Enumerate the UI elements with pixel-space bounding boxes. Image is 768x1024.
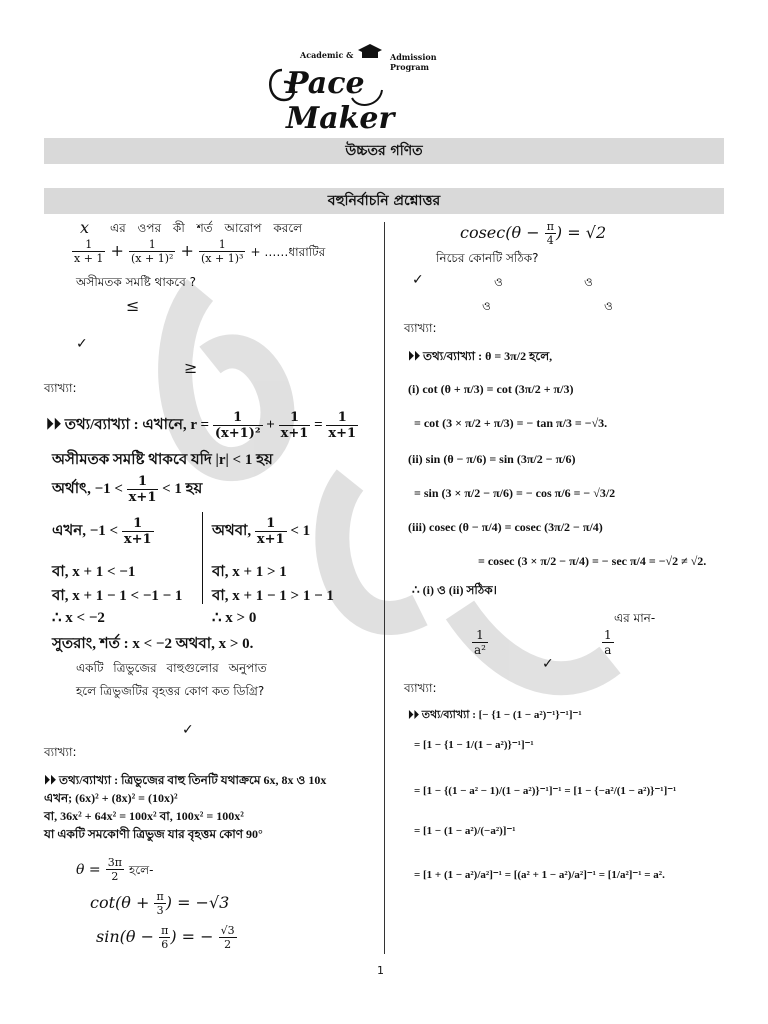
r-scan2-line2: = [1 − {1 − 1/(1 − a²)}⁻¹]⁻¹ [414,739,534,751]
q1-answer-tick: ✓ [76,336,88,352]
explanation-label: ব্যাখ্যা: [404,321,437,335]
scan1-line2: অসীমতক সমষ্টি থাকবে যদি |r| < 1 হয় [52,452,273,468]
q3-theta-eq: θ = [76,862,101,878]
series-term-2: $\frac{1}{\text{(x + 1)²}}$ [131,238,174,265]
scan1-line3b: < 1 হয় [162,480,203,497]
series-term-1: $\frac{1}{x + 1}$ [74,238,104,265]
page-number: 1 [377,964,384,977]
r-q1-which-correct: নিচের কোনটি সঠিক? [436,251,539,265]
scan1-line1: ⏵⏵ তথ্য/ব্যাখ্যা : এখানে, r = [46,416,210,433]
scan1-line7b: ∴ x > 0 [212,610,257,626]
q1-series: $\frac{1}{x + 1}$ + $\frac{1}{\text{(x + 1)²}}$ + $\frac{1}{\text{(x + 1)³}}$ + ……ধারাটির [74,238,326,265]
section-band [44,188,724,214]
r-scan1-line5: = sin (3 × π/2 − π/6) = − cos π/6 = − √3/2 [414,486,616,500]
logo-main-text: Pace Maker [286,66,395,136]
scan1-line8: সুতরাং, শর্ত : x < −2 অথবা, x > 0. [52,636,254,652]
scan1-line6b: বা, x + 1 − 1 > 1 − 1 [212,588,334,604]
r-scan2-line4: = [1 − (1 − a²)/(−a²)]⁻¹ [414,825,516,837]
r-explanation-block-2 [408,702,726,892]
scan1-line4a: এখন, −1 < [52,522,119,539]
scan1-line3: অর্থাৎ, −1 < [52,480,123,497]
r-scan1-line6: (iii) cosec (θ − π/4) = cosec (3π/2 − π/4) [408,520,603,534]
r-scan2-line5: = [1 + (1 − a²)/a²]⁻¹ = [(a² + 1 − a²)/a²]⁻¹ = [1/a²]⁻¹ = a². [414,869,665,881]
r-scan2-line3: = [1 − {(1 − a² − 1)/(1 − a²)}⁻¹]⁻¹ = [1 − {−a²/(1 − a²)}⁻¹]⁻¹ [414,785,677,797]
r-scan1-line7: = cosec (3 × π/2 − π/4) = − sec π/4 = −√2 ≠ √2. [478,554,707,568]
q2-line1: একটি ত্রিভুজের বাহুগুলোর অনুপাত [76,661,267,675]
q1-line3: অসীমতক সমষ্টি থাকবে ? [76,275,196,289]
explanation-label: ব্যাখ্যা: [404,681,437,695]
scan1-line4c: < 1 [290,522,311,539]
r-scan2-line1: ⏵⏵ তথ্য/ব্যাখ্যা : [− {1 − (1 − a²)⁻¹}⁻¹]⁻¹ [408,709,582,721]
r-q2-mane: এর মান- [614,611,656,625]
logo-tagline-right: Admission Program [390,52,437,72]
q3-cot-line: cot(θ + $\frac{\pi}{3}$ ) = −√3 [90,890,230,917]
r-q2-option-1-over-a2: $\frac{1}{\text{a²}}$ [474,628,486,657]
q1-geq-symbol: ≥ [184,358,198,377]
r-q2-answer-tick: ✓ [542,656,554,672]
q2-line2: হলে ত্রিভুজটির বৃহত্তর কোণ কত ডিগ্রি? [76,684,265,698]
r-q1-option-and-4: ও [604,299,613,313]
q3-halole: হলে- [129,863,154,877]
q1-series-tail: + ……ধারাটির [250,245,326,259]
explanation-block-2 [44,768,374,848]
column-divider [384,222,385,954]
q3-cot-value: = −√3 [177,893,230,912]
explanation-block-1: ⏵⏵ তথ্য/ব্যাখ্যা : এখানে, r = $\frac{1}{\text{(x+1)²}}$ + $\frac{1}{x+1}$ = $\frac{1}{x+1}$ অসীমতক সমষ্টি থাকবে যদি |r| < 1 হয় অর্থাৎ, −1 < $\frac{1}{x+1}$ < 1 হয় এখন, −1 < $\frac{1}{x+1}$ অথবা, $\frac{1}{x+1}$ < 1 বা, x + 1 < −1 বা, x + 1 > 1 বা, x + 1 − 1 < −1 − 1 বা, x + 1 − 1 > 1 − 1 ∴ x < −2 ∴ x > 0 সুতরাং, শর্ত : x < −2 অথবা, x > 0. [44,404,374,654]
r-q1-answer-tick: ✓ [412,272,424,288]
q3-sin-value: = − [181,927,214,946]
scan1-split-line [202,512,203,604]
r-scan1-line4: (ii) sin (θ − π/6) = sin (3π/2 − π/6) [408,452,576,466]
q3-theta-line: θ = $\frac{3\pi}{2}$ হলে- [76,856,154,883]
section-title: বহুনির্বাচনি প্রশ্নোত্তর [327,193,441,209]
q1-variable: x [80,218,90,237]
r-scan1-line8: ∴ (i) ও (ii) সঠিক। [412,583,497,597]
scan1-line5b: বা, x + 1 > 1 [212,564,287,580]
logo-tagline-left: Academic & [300,50,354,60]
scan2-line2: এখন; (6x)² + (8x)² = (10x)² [44,791,178,805]
scan2-line1: ⏵⏵ তথ্য/ব্যাখ্যা : ত্রিভুজের বাহু তিনটি যথাক্রমে 6x, 8x ও 10x [44,773,327,787]
q3-sin-line: sin(θ − $\frac{\pi}{6}$ ) = − $\frac{√3}{2}$ [96,924,235,951]
pacemaker-logo [262,40,472,136]
r-q1-cosec-value: = √2 [567,223,607,242]
scan1-line7a: ∴ x < −2 [52,610,105,626]
scan1-line4b: অথবা, [212,522,252,539]
r-scan1-line1: ⏵⏵ তথ্য/ব্যাখ্যা : θ = 3π/2 হলে, [408,349,553,363]
r-q1-option-and-1: ও [494,275,503,289]
scan1-line5a: বা, x + 1 < −1 [52,564,136,580]
q1-line1: এর ওপর কী শর্ত আরোপ করলে [110,221,303,235]
r-scan1-line3: = cot (3 × π/2 + π/3) = − tan π/3 = −√3. [414,416,608,430]
scan2-line4: যা একটি সমকোণী ত্রিভুজ যার বৃহত্তম কোণ 90° [44,827,263,841]
subject-band [44,138,724,164]
explanation-label: ব্যাখ্যা: [44,381,77,395]
r-q2-option-1-over-a: $\frac{1}{a}$ [604,628,612,657]
r-q1-cosec-line: cosec(θ − $\frac{\pi}{4}$ ) = √2 [460,220,607,247]
explanation-label: ব্যাখ্যা: [44,745,77,759]
r-scan1-line2: (i) cot (θ + π/3) = cot (3π/2 + π/3) [408,382,574,396]
q2-answer-tick: ✓ [182,722,194,738]
scan2-line3: বা, 36x² + 64x² = 100x² বা, 100x² = 100x² [44,809,244,823]
r-q1-option-and-3: ও [482,299,491,313]
series-term-3: $\frac{1}{\text{(x + 1)³}}$ [201,238,244,265]
scan1-line6a: বা, x + 1 − 1 < −1 − 1 [52,588,183,604]
r-q1-option-and-2: ও [584,275,593,289]
subject-title: উচ্চতর গণিত [345,143,423,159]
r-explanation-block-1 [408,344,726,602]
q1-leq-symbol: ≤ [126,296,140,315]
